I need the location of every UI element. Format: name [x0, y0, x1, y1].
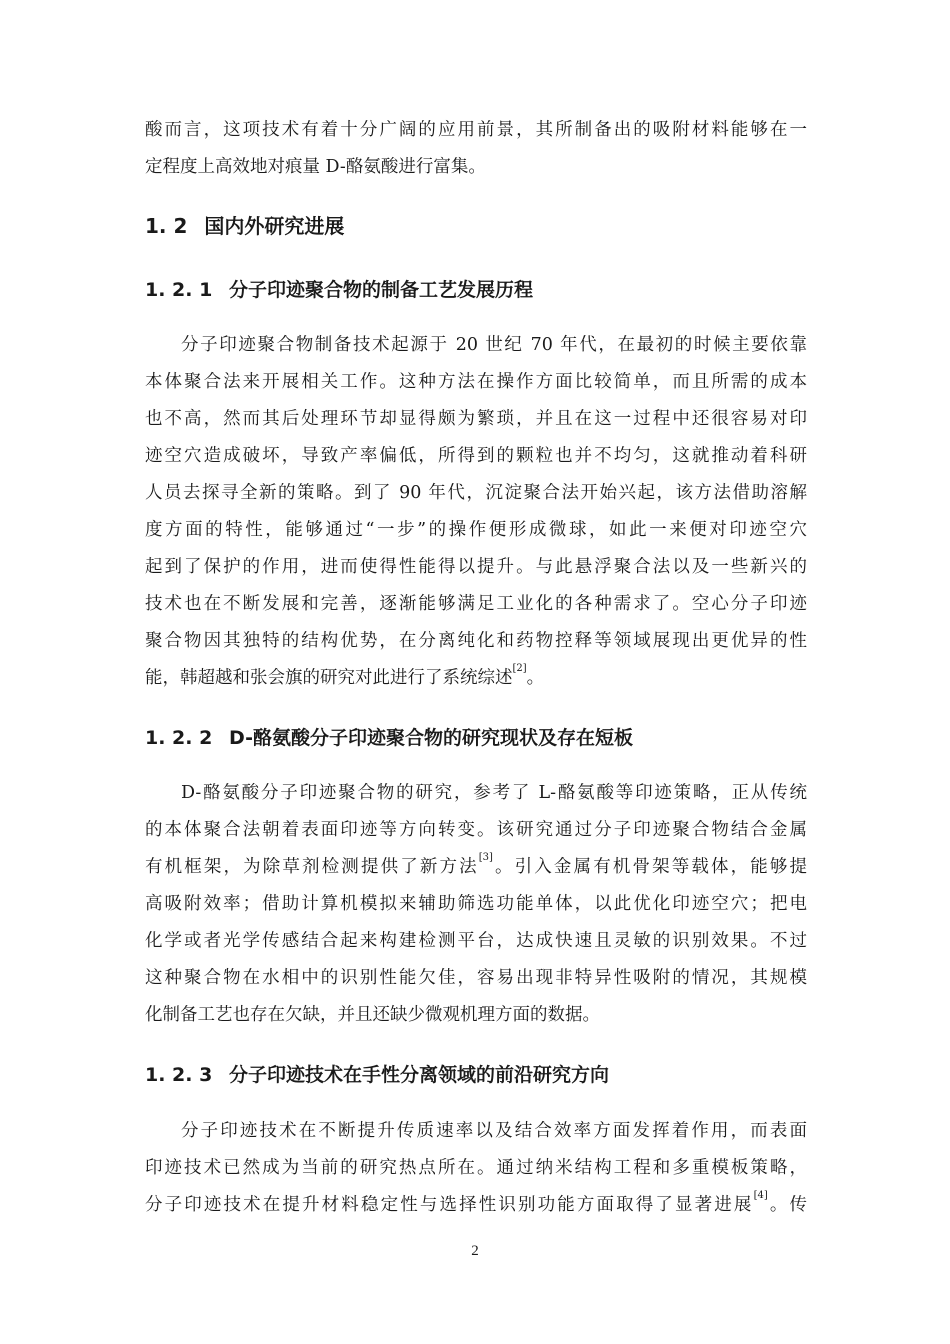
paragraph-line: 技术也在不断发展和完善，逐渐能够满足工业化的各种需求了。空心分子印迹: [145, 594, 807, 614]
paragraph-line: 度方面的特性，能够通过“一步”的操作便形成微球，如此一来便对印迹空穴: [145, 520, 807, 540]
intro-paragraph: [145, 112, 807, 186]
paragraph-line: 印迹技术已然成为当前的研究热点所在。通过纳米结构工程和多重模板策略，: [145, 1158, 807, 1178]
paragraph-line: 这种聚合物在水相中的识别性能欠佳，容易出现非特异性吸附的情况，其规模: [145, 968, 807, 988]
line-text: 。: [526, 668, 545, 688]
line-text: 有机框架，为除草剂检测提供了新方法: [145, 857, 479, 877]
section-title: 国内外研究进展: [204, 214, 345, 238]
citation-ref: [2]: [512, 663, 527, 674]
paragraph-line: 定程度上高效地对痕量 D-酪氨酸进行富集。: [145, 157, 486, 177]
section-title: 分子印迹聚合物的制备工艺发展历程: [228, 279, 533, 301]
section-number: 1. 2: [145, 214, 188, 238]
paragraph-line: 本体聚合法来开展相关工作。这种方法在操作方面比较简单，而且所需的成本: [145, 372, 807, 392]
page-number: 2: [471, 1243, 479, 1259]
line-text: 。传: [767, 1195, 807, 1215]
paragraph-1-2-2: [145, 775, 807, 1034]
paragraph-line: 分子印迹聚合物制备技术起源于 20 世纪 70 年代，在最初的时候主要依靠: [181, 335, 807, 355]
paragraph-line: 也不高，然而其后处理环节却显得颇为繁琐，并且在这一过程中还很容易对印: [145, 409, 807, 429]
section-number: 1. 2. 2: [145, 727, 213, 749]
section-number: 1. 2. 3: [145, 1064, 213, 1086]
paragraph-1-2-3: [145, 1113, 807, 1224]
section-number: 1. 2. 1: [145, 279, 213, 301]
line-text: 能，韩超越和张会旗的研究对此进行了系统综述: [145, 668, 513, 688]
section-heading-1-2: [145, 212, 344, 240]
paragraph-line: [145, 1187, 807, 1224]
paragraph-line: 人员去探寻全新的策略。到了 90 年代，沉淀聚合法开始兴起，该方法借助溶解: [145, 483, 807, 503]
paragraph-line: 聚合物因其独特的结构优势，在分离纯化和药物控释等领域展现出更优异的性: [145, 631, 807, 651]
paragraph-line: D-酪氨酸分子印迹聚合物的研究，参考了 L-酪氨酸等印迹策略，正从传统: [181, 783, 807, 803]
paragraph-line: 高吸附效率；借助计算机模拟来辅助筛选功能单体，以此优化印迹空穴；把电: [145, 894, 807, 914]
paragraph-line: 迹空穴造成破坏，导致产率偏低，所得到的颗粒也并不均匀，这就推动着科研: [145, 446, 807, 466]
paragraph-line: 起到了保护的作用，进而使得性能得以提升。与此悬浮聚合法以及一些新兴的: [145, 557, 807, 577]
paragraph-line: 化学或者光学传感结合起来构建检测平台，达成快速且灵敏的识别效果。不过: [145, 931, 807, 951]
paragraph-line: 化制备工艺也存在欠缺，并且还缺少微观机理方面的数据。: [145, 1005, 600, 1025]
paragraph-line: [145, 660, 807, 697]
section-title: D-酪氨酸分子印迹聚合物的研究现状及存在短板: [228, 727, 633, 749]
line-text: 。引入金属有机骨架等载体，能够提: [492, 857, 807, 877]
paragraph-line: [145, 849, 807, 886]
line-text: 分子印迹技术在提升材料稳定性与选择性识别功能方面取得了显著进展: [145, 1195, 754, 1215]
paragraph-line: 分子印迹技术在不断提升传质速率以及结合效率方面发挥着作用，而表面: [181, 1121, 807, 1141]
section-title: 分子印迹技术在手性分离领域的前沿研究方向: [228, 1064, 609, 1086]
citation-ref: [4]: [753, 1190, 768, 1201]
paragraph-line: 的本体聚合法朝着表面印迹等方向转变。该研究通过分子印迹聚合物结合金属: [145, 820, 807, 840]
section-heading-1-2-3: [145, 1061, 609, 1089]
citation-ref: [3]: [478, 852, 493, 863]
section-heading-1-2-1: [145, 276, 533, 304]
section-heading-1-2-2: [145, 724, 633, 752]
paragraph-1-2-1: [145, 327, 807, 697]
paragraph-line: 酸而言，这项技术有着十分广阔的应用前景，其所制备出的吸附材料能够在一: [145, 120, 807, 140]
